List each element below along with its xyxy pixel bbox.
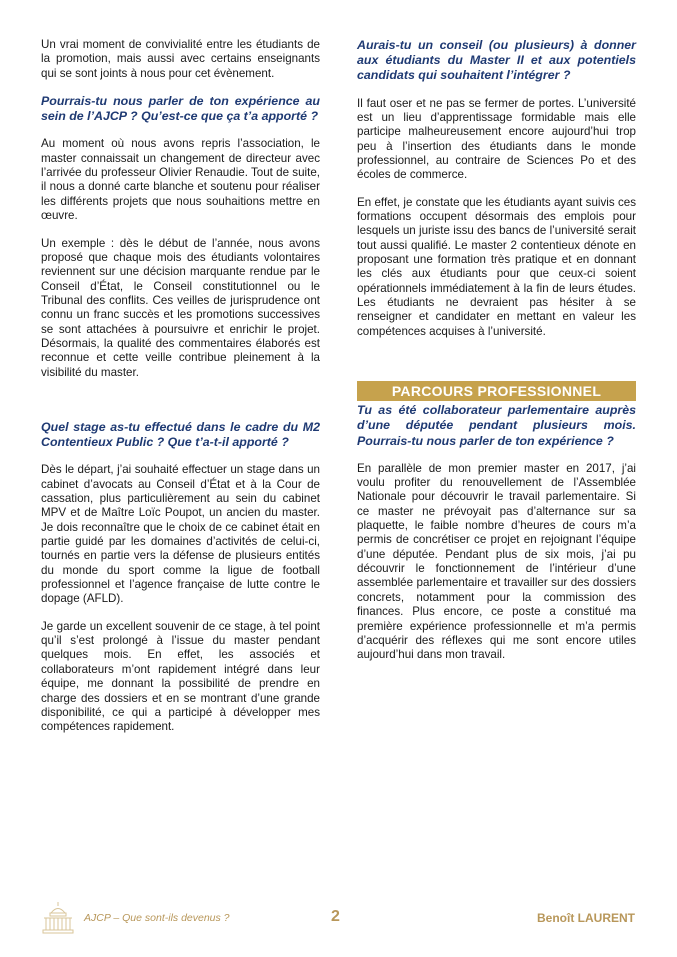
question-heading: Quel stage as-tu effectué dans le cadre du M2 Contentieux Public ? Que t’a-t-il apporté ? [41, 419, 320, 450]
question-heading: Aurais-tu un conseil (ou plusieurs) à donner aux étudiants du Master II et aux potentiels candidats qui souhaitent l’intégrer ? [357, 38, 636, 83]
paragraph: En effet, je constate que les étudiants ayant suivis ces formations occupent désormais des emplois pour lesquels un juriste issu des bancs de l’université serait tout aussi qualifié. Le master 2 contentieux dénote en proposant une formation très pratique et en donnant les clés aux étudiants pour que ceux-ci soient opérationnels immédiatement à la fin de leurs études. Les étudiants ne devraient pas hésiter à se renseigner et candidater en mettant en valeur les compétences acquises à l’université. [357, 195, 636, 338]
building-dome-icon [40, 900, 76, 936]
author-name: Benoît LAURENT [537, 911, 635, 925]
footer-title: AJCP – Que sont-ils devenus ? [84, 912, 230, 924]
paragraph: Un exemple : dès le début de l’année, nous avons proposé que chaque mois des étudiants volontaires reviennent sur une décision marquante rendue par le Conseil d’État, le Conseil constitutionnel ou le Tribunal des conflits. Ces veilles de jurisprudence ont connu un franc succès et les promotions successives se sont attachées à poursuivre et enrichir le projet. Désormais, la qualité des commentaires élaborés est reconnue et cette veille contribue pleinement à la visibilité du master. [41, 236, 320, 379]
page-number: 2 [331, 908, 340, 925]
paragraph: Dès le départ, j’ai souhaité effectuer un stage dans un cabinet d’avocats au Conseil d’État et à la Cour de cassation, plus particulièrement au sein du cabinet MPV et de Maître Loïc Poupot, un ancien du master. Je dois reconnaître que le choix de ce cabinet était en partie guidé par les domaines d’activités de celui-ci, tournés en partie vers la défense de plusieurs entités du monde du sport comme la ligue de football professionnel et l’agence française de lutte contre le dopage (AFLD). [41, 463, 320, 606]
page-footer [0, 900, 677, 940]
question-heading: Tu as été collaborateur parlementaire auprès d’une députée pendant plusieurs mois. Pourrais-tu nous parler de ton expérience ? [357, 403, 636, 448]
paragraph: Au moment où nous avons repris l’association, le master connaissait un changement de directeur avec l’arrivée du professeur Olivier Renaudie. Tout de suite, il nous a donné carte blanche et soutenu pour réaliser les différents projets que nous souhaitions mettre en œuvre. [41, 137, 320, 223]
paragraph: Je garde un excellent souvenir de ce stage, à tel point qu’il s’est prolongé à l’issue du master pendant quelques mois. En effet, les associés et collaborateurs m’ont rapidement intégré dans leur équipe, me donnant la possibilité de prendre en charge des dossiers et en se montrant d’une grande disponibilité, ce qui a participé à développer mes compétences rapidement. [41, 619, 320, 734]
left-column [41, 38, 320, 735]
question-heading: Pourrais-tu nous parler de ton expérience au sein de l’AJCP ? Qu’est-ce que ça t’a apporté ? [41, 94, 320, 124]
paragraph: Un vrai moment de convivialité entre les étudiants de la promotion, mais aussi avec certains enseignants qui se sont joints à nous pour cet évènement. [41, 38, 320, 80]
right-column [357, 38, 636, 663]
section-banner: PARCOURS PROFESSIONNEL [357, 381, 636, 401]
paragraph: En parallèle de mon premier master en 2017, j’ai voulu profiter du renouvellement de l’Assemblée Nationale pour découvrir le travail parlementaire. Si ce master ne prévoyait pas d’alternance sur sa plaquette, le faible nombre d’heures de cours m’a permis de concrétiser ce projet en rejoignant l’équipe d’une députée. Pendant plus de six mois, j’ai pu découvrir le fonctionnement de l’intérieur d’une assemblée parlementaire et travailler sur des dossiers concrets, notamment pour la commission des finances. Plus encore, ce poste a constitué ma première expérience professionnelle et m’a permis d’acquérir des réflexes qui me sont encore utiles aujourd’hui dans mon travail. [357, 461, 636, 662]
paragraph: Il faut oser et ne pas se fermer de portes. L’université est un lieu d’apprentissage formidable mais elle participe malheureusement encore aujourd’hui trop peu à l’insertion des étudiants dans le monde professionnel, au contraire de Sciences Po et des écoles de commerce. [357, 96, 636, 182]
